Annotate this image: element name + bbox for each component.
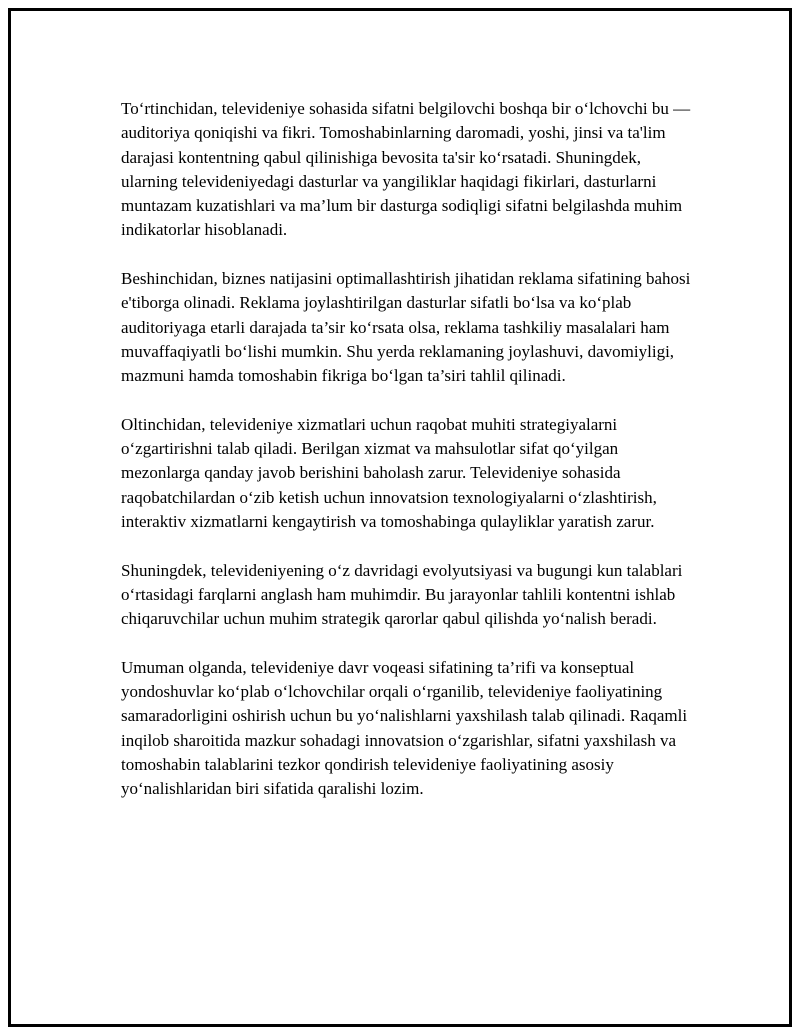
paragraph-3: Oltinchidan, televideniye xizmatlari uchun raqobat muhiti strategiyalarni o‘zgartirishni talab qiladi. Berilgan xizmat va mahsulotlar sifat qo‘yilgan mezonlarga qanday javob berishini baholash zarur. Televideniye sohasida raqobatchilardan o‘zib ketish uchun innovatsion texnologiyalarni o‘zlashtirish, interaktiv xizmatlarni kengaytirish va tomoshabinga qulayliklar yaratish zarur. bbox=[121, 414, 657, 532]
paragraph-5: Umuman olganda, televideniye davr voqeasi sifatining ta’rifi va konseptual yondoshuvlar ko‘plab o‘lchovchilar orqali o‘rganilib, televideniye faoliyatining samaradorligini oshirish uchun bu yo‘nalishlarni yaxshilash talab qilinadi. Raqamli inqilob sharoitida mazkur sohadagi innovatsion o‘zgarishlar, sifatni yaxshilash va tomoshabin talablarini tezkor qondirish televideniye faoliyatining asosiy yo‘nalishlaridan biri sifatida qaralishi lozim. bbox=[121, 657, 688, 799]
paragraph-4: Shuningdek, televideniyening o‘z davridagi evolyutsiyasi va bugungi kun talablari o‘rtasidagi farqlarni anglash ham muhimdir. Bu jarayonlar tahlili kontentni ishlab chiqaruvchilar uchun muhim strategik qarorlar qabul qilishda yo‘nalish beradi. bbox=[121, 560, 683, 629]
document-body bbox=[121, 97, 701, 826]
paragraph-1: To‘rtinchidan, televideniye sohasida sifatni belgilovchi boshqa bir o‘lchovchi bu — auditoriya qoniqishi va fikri. Tomoshabinlarning daromadi, yoshi, jinsi va ta'lim darajasi kontentning qabul qilinishiga bevosita ta'sir ko‘rsatadi. Shuningdek, ularning televideniyedagi dasturlar va yangiliklar haqidagi fikirlari, dasturlarni muntazam kuzatishlari va ma’lum bir dasturga sodiqligi sifatni belgilashda muhim indikatorlar hisoblanadi. bbox=[121, 99, 691, 240]
paragraph-2: Beshinchidan, biznes natijasini optimallashtirish jihatidan reklama sifatining bahosi e'tiborga olinadi. Reklama joylashtirilgan dasturlar sifatli bo‘lsa va ko‘plab auditoriyaga etarli darajada ta’sir ko‘rsata olsa, reklama tashkiliy masalalari ham muvaffaqiyatli bo‘lishi mumkin. Shu yerda reklamaning joylashuvi, davomiyligi, mazmuni hamda tomoshabin fikriga bo‘lgan ta’siri tahlil qilinadi. bbox=[121, 269, 691, 386]
document-page bbox=[8, 8, 792, 1027]
